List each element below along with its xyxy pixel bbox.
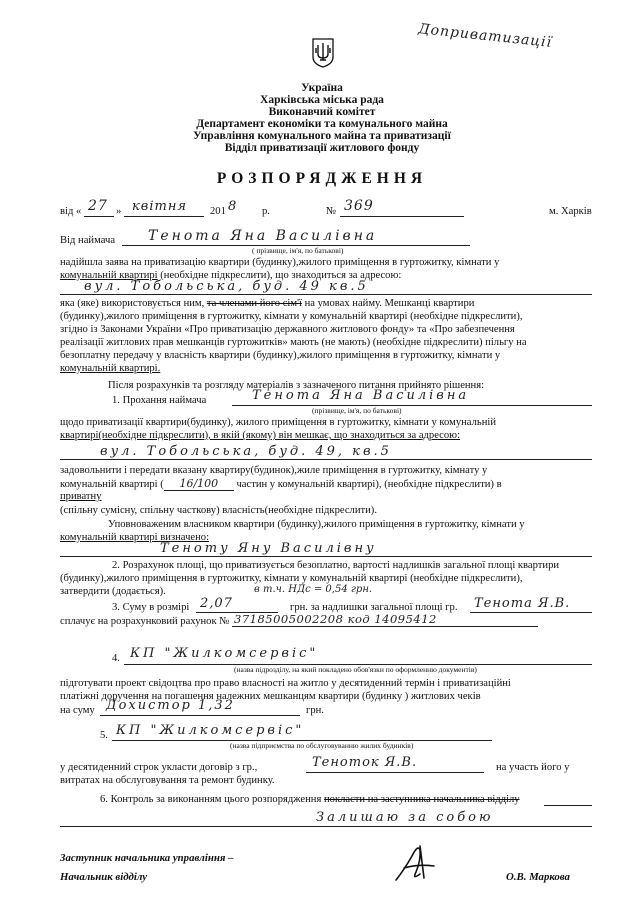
point-6-handwritten: Залишаю за собою (316, 810, 494, 825)
order-number: 369 (344, 198, 374, 214)
owner-name: Теноту Яну Василівну (160, 541, 377, 556)
handwritten-corner-note: Доприватизації (417, 21, 553, 51)
document-title: РОЗПОРЯДЖЕННЯ (216, 170, 428, 187)
body-line-3: яка (яке) використовується ним, та членами його сім'ї на умовах найму. Мешканці квартири (60, 298, 475, 309)
point-2-line-1: 2. Розрахунок площі, що приватизується безоплатно, вартості надлишків загальної площі квартири (112, 560, 560, 571)
point-4-currency: грн. (306, 705, 324, 716)
point-2-line-3: затвердити (додається). (60, 586, 166, 597)
date-year-prefix: 201 (210, 206, 226, 217)
point-4-caption: (назва підрозділу, на який покладено обов'язки по оформленню документів) (234, 665, 477, 674)
point-3-name: Тенота Я.В. (474, 596, 571, 611)
body-line-17: комунальній квартирі визначено: (60, 532, 210, 543)
date-day: 27 (88, 198, 108, 214)
point-6-line: 6. Контроль за виконанням цього розпорядження покласти на заступника начальника відділу (100, 794, 520, 805)
header-committee: Виконавчий комітет (268, 106, 376, 118)
point-4-line-2: платіжні доручення на погашення належних мешканцям квартири (будинку ) житлових чеків (60, 691, 481, 702)
body-line-14: приватну (60, 491, 102, 502)
body-line-12: задовольнити і передати вказану квартиру(будинок),жиле приміщення в гуртожитку, кімнату у (60, 465, 488, 476)
point-4-sum: Дохистор 1,32 (106, 698, 235, 713)
number-label: № (326, 206, 337, 217)
point-5-label: 5. (100, 730, 108, 741)
body-line-2: комунальній квартирі (необхідне підкреслити), що знаходиться за адресою: (60, 270, 402, 281)
body-line-1: надійшла заява на приватизацію квартири (будинку),жилого приміщення в гуртожитку, кімнати у (60, 257, 500, 268)
signatory-name: О.В. Маркова (506, 871, 570, 883)
body-line-13: комунальній квартирі ( 16/100 частин у комунальній квартирі), (необхідне підкреслити) в (60, 477, 502, 490)
property-address-2: вул. Тобольська, буд. 49, кв.5 (100, 444, 392, 459)
point-5-line-2: витратах на обслуговування та ремонт будинку. (60, 775, 275, 786)
header-department: Департамент економіки та комунального майна (196, 118, 448, 130)
point-4-label: 4. (112, 653, 120, 664)
applicant-name-caption: ( прізвище, ім'я, по батькові) (252, 246, 344, 255)
body-line-6: реалізації житлових прав мешканців гуртожитків» мають (не мають) (необхідне підкреслити) пільгу на (60, 337, 527, 348)
body-line-16: Уповноваженим власником квартири (будинку),жилого приміщення в гуртожитку, кімнати у (108, 519, 525, 530)
point-3-account-label: сплачує на розрахунковий рахунок № (60, 616, 230, 627)
header-country: Україна (301, 82, 343, 94)
point-1-name: Тенота Яна Василівна (252, 388, 470, 403)
point-1-label: 1. Прохання наймача (112, 395, 207, 406)
point-1-caption: (прізвище, ім'я, по батькові) (312, 406, 402, 415)
applicant-label: Від наймача (60, 235, 116, 246)
point-5-org: КП "Жилкомсервіс" (116, 723, 305, 738)
signature-role-line-1: Заступник начальника управління – (60, 852, 234, 864)
point-3-sum: 2,07 (200, 596, 233, 611)
header-division: Відділ приватизації житлового фонду (224, 142, 420, 154)
body-line-15: (спільну сумісну, спільну часткову) власність(необхідне підкреслити). (60, 505, 377, 516)
applicant-name: Тенота Яна Василівна (148, 228, 378, 244)
body-line-8: комунальній квартирі. (60, 363, 161, 374)
date-year-suffix: р. (262, 206, 270, 217)
date-year-digit: 8 (228, 199, 238, 214)
property-address: вул. Тобольська, буд. 49 кв.5 (84, 279, 369, 294)
point-4-sum-label: на суму (60, 705, 95, 716)
point-2-line-2: (будинку),жилого приміщення в гуртожитку, кімнати у комунальній квартирі (необхідне підкреслити), (60, 573, 523, 584)
date-quote-close: » (116, 206, 122, 217)
point-2-vat-note: в т.ч. НДс = 0,54 грн. (254, 584, 373, 595)
date-month: квітня (132, 199, 187, 214)
city: м. Харків (549, 206, 592, 217)
point-3-account: 37185005002208 код 14095412 (234, 612, 437, 626)
point-4-org: КП "Жилкомсервіс" (130, 646, 319, 661)
point-5-line-1-end: на участь його у (496, 762, 570, 773)
trident-coat-of-arms-icon (312, 38, 334, 68)
point-5-caption: (назва підприємства по обслуговуванню жилих будинків) (230, 741, 414, 750)
body-line-5: згідно із Законами України «Про приватизацію державного житлового фонду» та «Про забезпечення (60, 324, 515, 335)
signature-role-line-2: Начальник відділу (60, 871, 148, 883)
date-prefix: від « (60, 206, 82, 217)
point-3-text: грн. за надлишки загальної площі гр. (290, 602, 458, 613)
body-line-10: щодо приватизації квартири(будинку), жилого приміщення в гуртожитку, кімнати у комунальній (60, 417, 496, 428)
point-5-name: Теноток Я.В. (312, 755, 418, 770)
handwritten-signature-icon (390, 840, 440, 886)
point-3-label: 3. Суму в розмірі (112, 602, 190, 613)
point-5-line-1: у десятиденний строк укласти договір з гр., (60, 762, 258, 773)
body-line-9: Після розрахунків та розгляду матеріалів з зазначеного питання прийнято рішення: (108, 380, 485, 391)
point-4-line-1: підготувати проект свідоцтва про право власності на житло у десятиденний термін і приватизаційні (60, 678, 511, 689)
header-council: Харківська міська рада (260, 94, 384, 106)
body-line-7: безоплатну передачу у власність квартири (будинку),жилого приміщення в гуртожитку, кімнати у (60, 350, 501, 361)
body-line-4: (будинку),жилого приміщення в гуртожитку, кімнати у комунальній квартирі (необхідне підкреслити), (60, 311, 523, 322)
body-line-11: квартирі(необхідне підкреслити), в якій (якому) він мешкає, що знаходиться за адресою: (60, 430, 461, 441)
header-administration: Управління комунального майна та приватизації (193, 130, 451, 142)
